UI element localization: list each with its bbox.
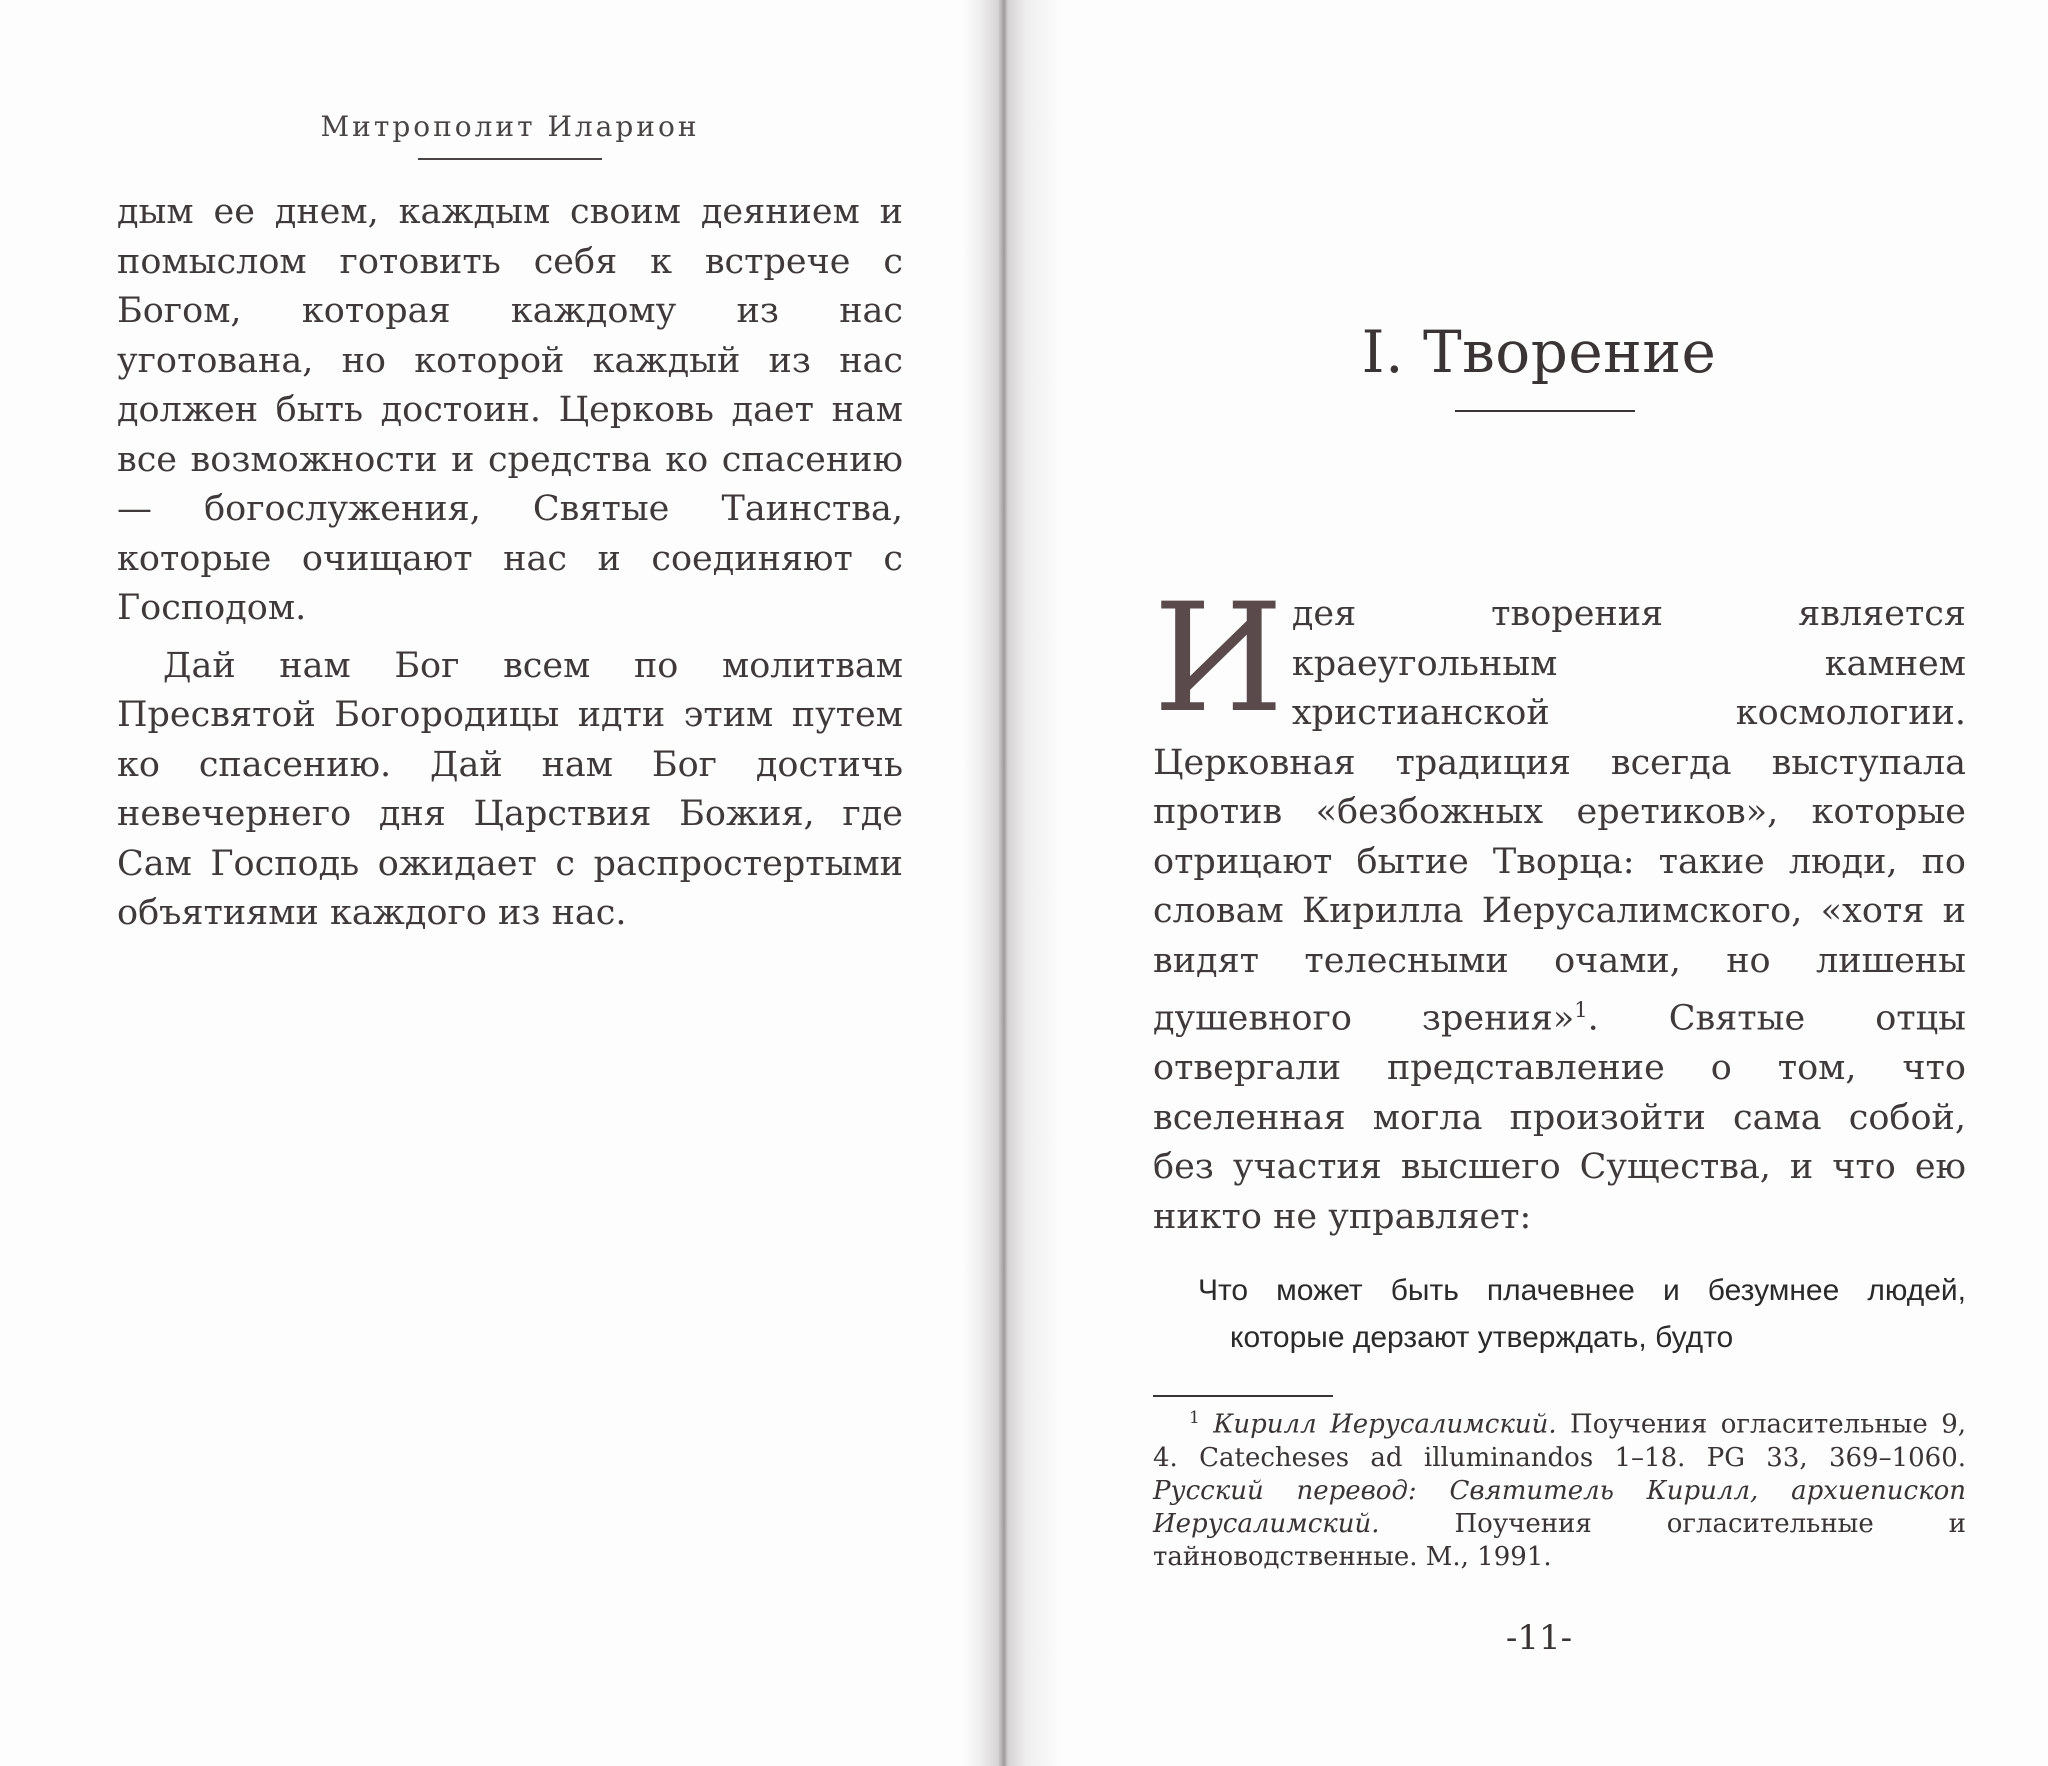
footnote-text-2: Поучения огласительные и тайноводственные. М., 1991. bbox=[1153, 1508, 1966, 1572]
right-body-text bbox=[1153, 572, 1967, 1242]
block-quote-text: Что может быть плачевнее и безумнее людей, которые дерзают утверждать, будто bbox=[1198, 1274, 1966, 1354]
footnote-marker: 1 bbox=[1574, 998, 1588, 1022]
chapter-title-rule bbox=[1455, 410, 1635, 412]
block-quote bbox=[1198, 1267, 1966, 1361]
footnote-number: 1 bbox=[1189, 1408, 1200, 1428]
right-paragraph bbox=[1153, 572, 1967, 1242]
running-head: Митрополит Иларион bbox=[320, 110, 700, 143]
body-part-1: дея творения является краеугольным камнем христианской космологии. Церковная традиция всегда выступала против «безбожных еретиков», которые отрицают бытие Творца: такие люди, по словам Кирилла Иерусалимского, «хотя и видят телесными очами, но лишены душевного зрения» bbox=[1153, 594, 1966, 1039]
left-paragraph-1: дым ее днем, каждым своим деянием и помыслом готовить себя к встрече с Богом, которая каждому из нас уготована, но которой каждый из нас должен быть достоин. Церковь дает нам все возможности и средства ко спасению — богослужения, Святые Таинства, которые очищают нас и соединяют с Господом. bbox=[117, 192, 903, 628]
left-page bbox=[0, 0, 1010, 1766]
footnote-text-1: Поучения огласительные 9, 4. Catecheses ad illuminandos 1–18. PG 33, 369–1060. bbox=[1153, 1409, 1966, 1473]
running-head-rule bbox=[418, 158, 602, 160]
left-body-text bbox=[117, 188, 903, 939]
chapter-title: I. Творение bbox=[1361, 318, 1717, 386]
body-part-2: . Святые отцы отвергали представление о том, что вселенная могла произойти сама собой, без участия высшего Существа, и что ею никто не управляет: bbox=[1153, 998, 1967, 1237]
drop-cap: И bbox=[1153, 572, 1284, 746]
page-number: -11- bbox=[1505, 1618, 1573, 1658]
left-paragraph-2: Дай нам Бог всем по молитвам Пресвятой Богородицы идти этим путем ко спасению. Дай нам Бог достичь невечернего дня Царствия Божия, где Сам Господь ожидает с распростертыми объятиями каждого из нас. bbox=[117, 645, 903, 933]
right-page bbox=[1030, 0, 2048, 1766]
footnote-rule bbox=[1153, 1395, 1333, 1397]
footnote-author: Кирилл Иерусалимский. bbox=[1213, 1409, 1557, 1440]
footnote-translation: Русский перевод: Святитель Кирилл, архиепископ Иерусалимский. bbox=[1153, 1475, 1966, 1539]
footnote bbox=[1153, 1402, 1966, 1574]
